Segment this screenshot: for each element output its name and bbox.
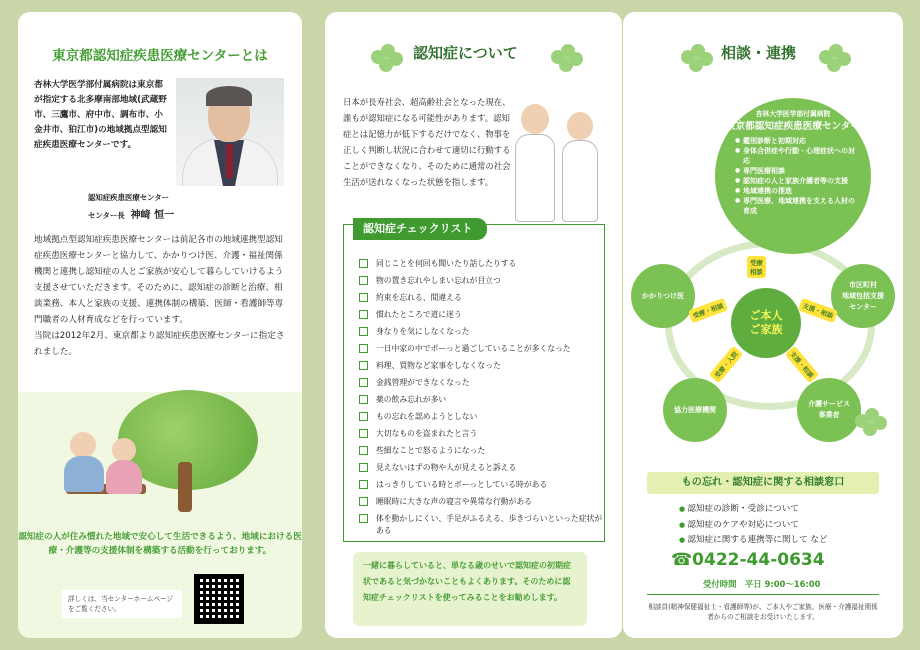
center-service: ● 専門医療、地域連携を支える人材の育成 (735, 196, 859, 216)
checklist-item[interactable]: 睡眠時に大きな声の寝言や異常な行動がある (359, 496, 603, 513)
checklist-item[interactable]: 慣れたところで道に迷う (359, 309, 603, 326)
divider (647, 594, 879, 595)
reception-hours: 受付時間 平日 9:00〜16:00 (703, 579, 821, 589)
checkbox[interactable] (359, 395, 368, 404)
panel-consultation (623, 12, 903, 638)
checkbox[interactable] (359, 378, 368, 387)
qr-code[interactable] (194, 574, 244, 624)
arrow-gp-hub: 受療・相談 (688, 298, 728, 323)
center-hospital-name: 杏林大学医学部付属病院 (755, 110, 831, 118)
node-municipality: 市区町村 地域包括支援 センター (831, 264, 895, 328)
consultation-topic: ● 認知症の診断・受診について (679, 502, 828, 518)
checkbox[interactable] (359, 497, 368, 506)
checklist-item[interactable]: 身なりを気にしなくなった (359, 326, 603, 343)
about-title: 東京都認知症疾患医療センターとは (52, 48, 268, 64)
checklist-item[interactable]: 薬の飲み忘れが多い (359, 394, 603, 411)
checkbox[interactable] (359, 361, 368, 370)
node-family-doctor: かかりつけ医 (631, 264, 695, 328)
panel-about-center (18, 12, 302, 638)
checklist-item[interactable]: 約束を忘れる、間違える (359, 292, 603, 309)
checkbox[interactable] (359, 429, 368, 438)
phone-number[interactable]: ☎0422-44-0634 (671, 550, 825, 570)
director-photo (176, 78, 284, 186)
checkbox[interactable] (359, 327, 368, 336)
dementia-title: 認知症について (413, 44, 518, 62)
arrow-care-hub: 支援・相談 (785, 346, 819, 383)
checkbox[interactable] (359, 480, 368, 489)
center-service: ● 専門医療相談 (735, 166, 859, 176)
director-title: センター長 (88, 211, 125, 220)
elderly-man-body (64, 456, 104, 492)
arrow-city-hub: 支援・相談 (798, 298, 838, 323)
consultation-topics (679, 502, 828, 549)
about-body-2: 当院は2012年2月、東京都より認知症疾患医療センターに指定されました。 (34, 331, 285, 357)
node-cooperating-hospital: 協力医療機関 (663, 378, 727, 442)
arrow-center-hub: 受療 相談 (747, 256, 766, 278)
checklist-item[interactable]: 見えないはずの物や人が見えると訴える (359, 462, 603, 479)
consultation-window-title: もの忘れ・認知症に関する相談窓口 (647, 472, 879, 494)
panel-about-dementia (325, 12, 622, 638)
checklist-item[interactable]: はっきりしている時とボーっとしている時がある (359, 479, 603, 496)
about-body (34, 232, 288, 360)
consultation-topic: ● 認知症のケアや対応について (679, 518, 828, 534)
checklist-item[interactable]: 体を動かしにくい、手足がふるえる、歩きづらいといった症状がある (359, 513, 603, 541)
checklist-items (359, 258, 603, 541)
center-service: ● 地域連携の推進 (735, 186, 859, 196)
center-name: 東京都認知症疾患医療センター (726, 121, 860, 132)
checkbox[interactable] (359, 446, 368, 455)
checklist-advice: 一緒に暮らしていると、単なる歳のせいで認知症の初期症状であると気づかないこともよくあります。そのために認知症チェックリストを使ってみることをお勧めします。 (353, 552, 587, 626)
director-name-line (88, 206, 174, 221)
illustration-caption: 認知症の人が住み慣れた地域で安心して生活できるよう、地域における医療・介護等の支援体制を構築する活動を行っております。 (18, 532, 302, 556)
consultation-note: 相談員(精神保健福祉士・看護師等)が、ご本人やご家族、医療・介護福祉関係者からのご相談をお受けいたします。 (648, 603, 878, 621)
about-intro: 杏林大学医学部付属病院は東京都が指定する北多摩南部地域(武蔵野市、三鷹市、府中市、調布市、小金井市、狛江市)の地域拠点型認知症疾患医療センターです。 (34, 80, 167, 150)
director-name: 神﨑 恒一 (130, 210, 175, 221)
checklist-item[interactable]: 些細なことで怒るようになった (359, 445, 603, 462)
director-role: 認知症疾患医療センター (88, 193, 170, 202)
checkbox[interactable] (359, 293, 368, 302)
checkbox[interactable] (359, 259, 368, 268)
checklist-item[interactable]: 物の置き忘れやしまい忘れが目立つ (359, 275, 603, 292)
checkbox[interactable] (359, 412, 368, 421)
checklist-item[interactable]: 同じことを何回も聞いたり話したりする (359, 258, 603, 275)
qr-note: 詳しくは、当センターホームページをご覧ください。 (62, 590, 182, 618)
checklist-item[interactable]: 一日中家の中でボーっと過ごしていることが多くなった (359, 343, 603, 360)
consultation-topic: ● 認知症に関する連携等に関して など (679, 533, 828, 549)
arrow-coop-hub: 受療・入院 (709, 346, 743, 383)
dementia-intro: 日本が長寿社会、超高齢社会となった現在、誰もが認知症になる可能性があります。認知症とは記憶力が低下するだけでなく、物事を正しく判断し状況に合わせて適切に行動することができなくなり、そのために通常の社会生活が送れなくなった状態を指します。 (343, 97, 511, 187)
checkbox[interactable] (359, 514, 368, 523)
checkbox[interactable] (359, 463, 368, 472)
center-service: ● 身体合併症や行動・心理症状への対応 (735, 146, 859, 166)
center-service: ● 鑑別診断と初期対応 (735, 136, 859, 146)
checklist-item[interactable]: もの忘れを認めようとしない (359, 411, 603, 428)
center-services (735, 136, 859, 216)
checklist-item[interactable]: 料理、買物など家事をしなくなった (359, 360, 603, 377)
checkbox[interactable] (359, 310, 368, 319)
checklist-title: 認知症チェックリスト (353, 218, 487, 240)
checkbox[interactable] (359, 344, 368, 353)
elderly-woman-illustration (112, 438, 136, 462)
consultation-title: 相談・連携 (721, 44, 797, 62)
elderly-woman-body (106, 460, 142, 494)
checkbox[interactable] (359, 276, 368, 285)
node-care-service: 介護サービス 事業者 (797, 378, 861, 442)
checklist-item[interactable]: 大切なものを盗まれたと言う (359, 428, 603, 445)
nurse-illustration (559, 112, 599, 224)
tree-trunk (178, 462, 192, 512)
doctor-illustration (513, 104, 557, 224)
about-body-1: 地域拠点型認知症疾患医療センターは前記各市の地域連携型認知症疾患医療センターと協力して、かかりつけ医、介護・福祉関係機関と連携し認知症の人とご家族が安心して暮らしていけるよう支援させていただきます。そのために、認知症の診断と治療、相談業務、本人と家族の支援、連携体制の構築、医師・看護師等専門職者の人材育成などを行っています。 (34, 235, 284, 325)
checklist-item[interactable]: 金銭管理ができなくなった (359, 377, 603, 394)
hub-patient-family: ご本人 ご家族 (731, 288, 801, 358)
elderly-man-illustration (70, 432, 96, 458)
center-service: ● 認知症の人と家族介護者等の支援 (735, 176, 859, 186)
